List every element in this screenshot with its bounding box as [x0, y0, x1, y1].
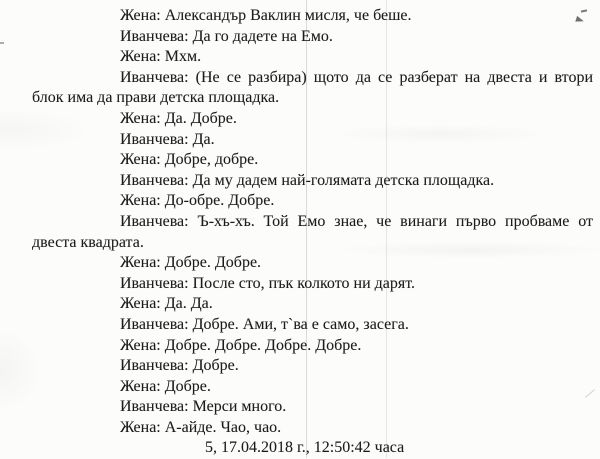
transcript-line: Иванчева: Да.: [120, 130, 215, 148]
transcript-line: Иванчева: После сто, пък колкото ни дарят.: [120, 274, 416, 292]
transcript-line: Иванчева: Да го дадете на Емо.: [120, 27, 333, 45]
transcript-line: двеста квадрата.: [32, 233, 144, 251]
transcript-line: Жена: Да. Да.: [120, 295, 213, 313]
transcript-line: Жена: Добре, добре.: [120, 151, 259, 169]
transcript-line: Иванчева: (Не се разбира) щото да се разберат на двеста и втори: [120, 68, 593, 86]
transcript-line: Жена: Да. Добре.: [120, 109, 237, 127]
transcript-line: Жена: Добре.: [120, 377, 211, 395]
scan-speck-icon: [0, 42, 4, 44]
transcript-line: Иванчева: Добре. Ами, т`ва е само, засега.: [120, 315, 409, 333]
transcript-line: Иванчева: Добре.: [120, 357, 239, 375]
transcript-line: блок има да прави детска площадка.: [32, 89, 280, 107]
transcript-line: Жена: Добре. Добре. Добре. Добре.: [120, 336, 362, 354]
transcript-line: Жена: Добре. Добре.: [120, 254, 262, 272]
transcript-line: Иванчева: Ъ-хъ-хъ. Той Емо знае, че винаги първо пробваме от: [120, 212, 593, 230]
transcript-line: Иванчева: Мерси много.: [120, 398, 287, 416]
transcript-line: Жена: Александър Ваклин мисля, че беше.: [120, 7, 412, 24]
transcript-lines: [32, 6, 593, 438]
transcript-line: Жена: До-обре. Добре.: [120, 192, 275, 210]
transcript-block: [32, 6, 593, 459]
transcript-footer-timestamp: 5, 17.04.2018 г., 12:50:42 часа: [205, 439, 405, 457]
transcript-line: Жена: Мхм.: [120, 48, 202, 66]
transcript-line: Иванчева: Да му дадем най-голямата детска площадка.: [120, 171, 495, 189]
transcript-line: Жена: А-айде. Чао, чао.: [120, 418, 282, 436]
